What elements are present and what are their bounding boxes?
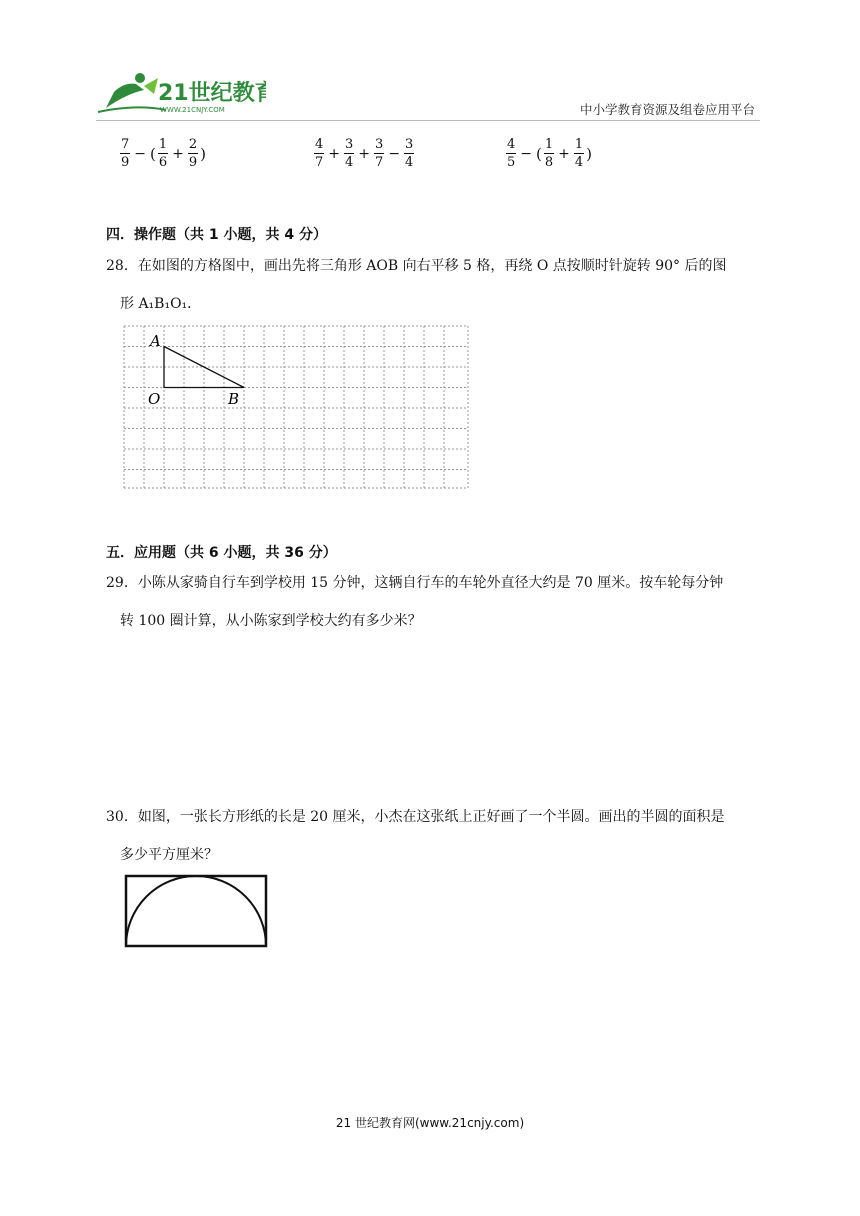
fraction: $\frac{3}{4}$ <box>405 137 414 170</box>
header-divider <box>96 120 760 121</box>
operator: + <box>358 145 371 162</box>
fraction: $\frac{7}{9}$ <box>121 137 130 170</box>
rectangle-paper <box>126 876 266 946</box>
section-5-title: 五．应用题（共 6 小题，共 36 分） <box>106 545 337 561</box>
logo-url-text: WWW.21CNJY.COM <box>160 106 225 114</box>
fraction: $\frac{3}{4}$ <box>345 137 354 170</box>
paren: ) <box>586 144 593 163</box>
expression-2 <box>314 138 414 169</box>
question-30-line-1: 30．如图，一张长方形纸的长是 20 厘米，小杰在这张纸上正好画了一个半圆。画出的半圆的面积是 <box>106 809 725 825</box>
operator: + <box>172 145 184 162</box>
question-28-line-1: 28．在如图的方格图中，画出先将三角形 AOB 向右平移 5 格，再绕 O 点按顺时针旋转 90° 后的图 <box>106 258 727 274</box>
semicircle <box>126 876 266 946</box>
question-29-line-2: 转 100 圈计算，从小陈家到学校大约有多少米？ <box>120 613 422 629</box>
operator: + <box>328 145 341 162</box>
question-30-line-2: 多少平方厘米？ <box>120 847 218 863</box>
fraction: $\frac{1}{8}$ <box>544 137 554 170</box>
question-28-line-2: 形 A₁B₁O₁． <box>120 296 202 312</box>
label-a: A <box>150 332 161 350</box>
paren: ) <box>200 144 207 163</box>
logo-main-text: 21世纪教育 <box>158 81 266 106</box>
fraction: $\frac{1}{6}$ <box>158 137 168 170</box>
label-b: B <box>228 390 240 408</box>
section-4-title: 四．操作题（共 1 小题，共 4 分） <box>106 227 327 243</box>
paren: ( <box>150 144 156 163</box>
grid-lines <box>124 326 468 488</box>
header-tagline: 中小学教育资源及组卷应用平台 <box>580 102 756 117</box>
label-o: O <box>148 390 161 408</box>
grid-diagram <box>120 322 472 496</box>
operator: − <box>520 145 533 162</box>
fraction: $\frac{4}{7}$ <box>315 137 324 170</box>
runner-logo-icon <box>96 64 266 120</box>
logo <box>96 64 266 120</box>
expression-1 <box>120 138 206 169</box>
fraction: $\frac{4}{5}$ <box>507 137 516 170</box>
fraction: $\frac{1}{4}$ <box>574 137 584 170</box>
paren: ( <box>536 144 542 163</box>
expression-3 <box>506 138 592 169</box>
operator: − <box>388 145 401 162</box>
footer: 21 世纪教育网(www.21cnjy.com) <box>335 1116 525 1130</box>
fraction: $\frac{2}{9}$ <box>188 137 198 170</box>
operator: + <box>558 145 570 162</box>
question-29-line-1: 29．小陈从家骑自行车到学校用 15 分钟，这辆自行车的车轮外直径大约是 70 厘米。按车轮每分钟 <box>106 575 724 591</box>
fraction: $\frac{3}{7}$ <box>375 137 384 170</box>
semicircle-diagram <box>122 872 272 954</box>
operator: − <box>134 145 147 162</box>
